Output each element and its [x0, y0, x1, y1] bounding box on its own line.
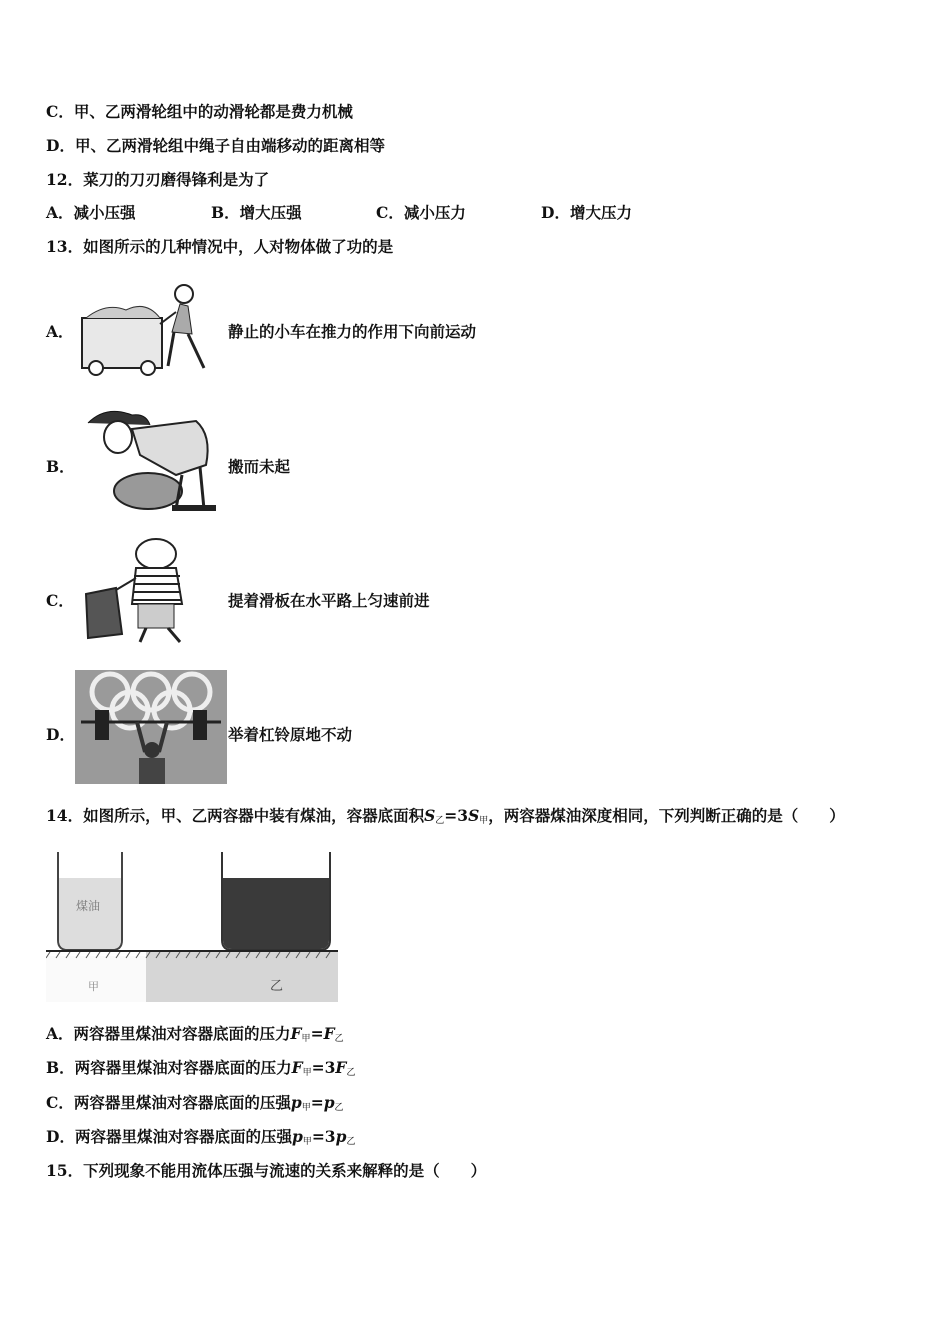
q12-options — [46, 203, 706, 223]
f-symbol: F — [291, 1058, 303, 1077]
left-liquid-label: 煤油 — [76, 899, 101, 913]
equals-3: =3 — [311, 1058, 336, 1077]
q14-option-b-text: B．两容器里煤油对容器底面的压力 — [46, 1058, 292, 1077]
f-symbol: F — [323, 1024, 335, 1043]
f-symbol: F — [335, 1058, 347, 1077]
q12-option-a: A．减小压强 — [46, 203, 136, 222]
carrying-board-figure — [76, 538, 226, 646]
q14-sub-jia: 甲 — [479, 816, 489, 826]
weightlifter-photo — [75, 670, 227, 784]
q13-option-a-label: A． — [46, 322, 74, 341]
pushing-cart-figure — [76, 282, 226, 377]
f-symbol: F — [290, 1024, 302, 1043]
q14-option-c — [46, 1093, 344, 1118]
equals-3: =3 — [311, 1127, 336, 1146]
left-container-label: 甲 — [88, 980, 99, 993]
p-symbol: p — [290, 1093, 302, 1112]
sub-jia: 甲 — [302, 1137, 312, 1147]
q11-option-d: D．甲、乙两滑轮组中绳子自由端移动的距离相等 — [46, 136, 385, 155]
equals: = — [310, 1024, 324, 1043]
q13-option-a-text: 静止的小车在推力的作用下向前运动 — [228, 322, 477, 341]
q12-option-b: B．增大压强 — [211, 203, 302, 222]
q14-stem — [46, 806, 845, 831]
q13-stem: 13．如图所示的几种情况中，人对物体做了功的是 — [46, 237, 394, 256]
sub-yi: 乙 — [334, 1034, 344, 1044]
lifting-rock-figure — [76, 405, 226, 515]
p-symbol: p — [335, 1127, 347, 1146]
q14-option-c-text: C．两容器里煤油对容器底面的压强 — [46, 1093, 291, 1112]
p-symbol: p — [291, 1127, 303, 1146]
q12-stem: 12．菜刀的刀刃磨得锋利是为了 — [46, 170, 270, 189]
q13-option-d-label: D． — [46, 725, 75, 744]
q13-option-c-label: C． — [46, 591, 74, 610]
q14-sub-yi: 乙 — [435, 816, 445, 826]
q14-option-a-text: A．两容器里煤油对容器底面的压力 — [46, 1024, 291, 1043]
sub-jia: 甲 — [302, 1068, 312, 1078]
q12-option-c: C．减小压力 — [376, 203, 466, 222]
right-container-label: 乙 — [270, 979, 284, 994]
equals: = — [310, 1093, 324, 1112]
q14-s-symbol-2: S — [468, 806, 480, 825]
sub-yi: 乙 — [334, 1103, 344, 1113]
sub-yi: 乙 — [346, 1137, 356, 1147]
q14-option-d — [46, 1127, 355, 1152]
q13-option-b-label: B． — [46, 457, 75, 476]
sub-jia: 甲 — [301, 1103, 311, 1113]
q14-eq: =3 — [444, 806, 469, 825]
q13-option-d-text: 举着杠铃原地不动 — [228, 725, 353, 744]
q14-stem-part1: 14．如图所示，甲、乙两容器中装有煤油，容器底面积 — [46, 806, 425, 825]
q12-option-d: D．增大压力 — [541, 203, 632, 222]
q14-s-symbol: S — [424, 806, 436, 825]
q15-stem: 15．下列现象不能用流体压强与流速的关系来解释的是（ ） — [46, 1161, 487, 1180]
q14-option-a — [46, 1024, 344, 1049]
q14-option-d-text: D．两容器里煤油对容器底面的压强 — [46, 1127, 292, 1146]
q13-option-c-text: 提着滑板在水平路上匀速前进 — [228, 591, 430, 610]
q11-option-c: C．甲、乙两滑轮组中的动滑轮都是费力机械 — [46, 102, 353, 121]
q14-stem-part2: ，两容器煤油深度相同，下列判断正确的是（ ） — [488, 806, 845, 825]
p-symbol: p — [323, 1093, 335, 1112]
q14-option-b — [46, 1058, 355, 1083]
containers-figure — [46, 852, 338, 1002]
sub-yi: 乙 — [346, 1068, 356, 1078]
sub-jia: 甲 — [301, 1034, 311, 1044]
q13-option-b-text: 搬而未起 — [228, 457, 291, 476]
